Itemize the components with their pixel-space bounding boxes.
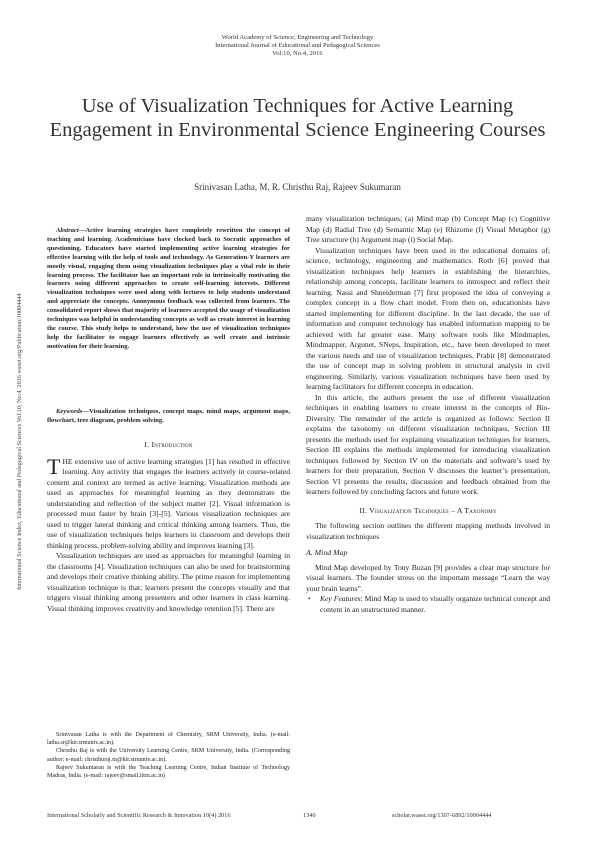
footer-left: International Scholarly and Scientific Research & Innovation 10(4) 2016 <box>47 812 231 819</box>
section-2-number: II. <box>359 505 367 515</box>
header-line-2: International Journal of Educational and Pedagogical Sciences <box>215 42 380 49</box>
section-1-number: I. <box>144 440 150 449</box>
footnote-2: Christhu Raj is with the University Learning Centre, SRM University, India. (Corresponding author: e-mail: christhuraj.m@ktr.srmuniv.ac.in). <box>47 748 290 763</box>
header-line-1: World Academy of Science, Engineering and Technology <box>221 34 374 41</box>
header-line-3: Vol:10, No:4, 2016 <box>272 50 323 57</box>
paper-title: Use of Visualization Techniques for Active Learning Engagement in Environmental Science Engineering Courses <box>49 95 546 141</box>
journal-header <box>0 34 595 58</box>
footnote-3: Rajeev Sukumaran is with the Teaching Learning Centre, Indian Institute of Technology Madras, India. (e-mail: rajeev@smail.iitm.ac.in) <box>47 764 290 780</box>
section-2-title: Visualization Techniques – A Taxonomy <box>369 505 497 515</box>
intro-paragraph-1-text: HE extensive use of active learning strategies [1] has resulted in effective learning. Any activity that engages the learners actively in course-related content and context are termed as active learning. Visualization methods are used as approaches for meaningful learning as they demonstrate the understanding and reflection of the subject matter [2]. Visual information is processed must faster by brain [3]-[5]. Various visualization techniques are used to trigger lateral thinking and critical thinking among learners. Thus, the use of visualization techniques helps learners in classroom and develops their thinking process, problem-solving ability and improves learning [3]. <box>47 456 290 550</box>
left-column <box>47 440 290 614</box>
abstract-label: Abstract <box>56 227 79 234</box>
side-index-label: International Science Index, Educational and Pedagogical Sciences Vol:10, No:4, 2016 waset.org/Publication/10004444 <box>16 293 23 590</box>
keywords <box>47 408 290 426</box>
right-paragraph-4: Mind Map developed by Tony Buzan [9] provides a clear map structure for visual learners. The founder stress on the important message “Learn the way your brain learns”. <box>306 562 550 593</box>
key-features-list <box>306 594 550 615</box>
intro-paragraph-2: Visualization techniques are used as approaches for meaningful learning in the classrooms [4]. Visualization techniques can also be used for brainstorming and develops their creative thinking ability. The prime reason for implementing visualization technique is that; learners present the concepts visually and that triggers visual thinking among presenters and other learners in class learning. Visual thinking improves creativity and knowledge retention [5]. There are <box>47 551 290 613</box>
right-paragraph-1: Visualization techniques have been used in the educational domains of; science, technology, engineering and mathematics. Roth [6] proved that visualization techniques help learners in establishing the hierarchies, relationship among concepts, facilitate learners to introspect and reflect their learning. Nassi and Shneiderman [7] first proposed the idea of conveying a complex concept in a flow chart model. From then on, educationists have started implementing for different discipline. In the last decade, the use of information and computer technology has enabled information mapping to be achieved with far greater ease. Many software tools like Mindmaples, Mindmapper, Argunet, SNeps, Inspiration, etc., have been developed to meet the various needs and use of visualization techniques. Prabir [8] demonstrated the use of concept map in solving problem in structural analysis in civil engineering. Similarly, various visualization techniques have been used by learning facilitators for different concepts in education. <box>306 245 550 391</box>
footnotes <box>47 731 290 780</box>
keywords-label: Keywords <box>56 408 83 415</box>
subsection-a-heading: A. Mind Map <box>306 548 348 557</box>
right-paragraph-0: many visualization techniques; (a) Mind map (b) Concept Map (c) Cognitive Map (d) Radial Tree (d) Semantic Map (e) Rhizome (f) Visual Metaphor (g) Tree structure (h) Argument map (i) Social Map. <box>306 214 550 244</box>
footer-right: scholar.waset.org/1307-6892/10004444 <box>392 812 492 819</box>
paper-authors: Srinivasan Latha, M. R. Christhu Raj, Rajeev Sukumaran <box>194 182 401 192</box>
right-column <box>306 214 550 615</box>
right-paragraph-3: The following section outlines the different mapping methods involved in visualization techniques <box>306 521 550 541</box>
dropcap: T <box>47 453 61 479</box>
list-item <box>320 594 550 615</box>
intro-paragraph-1 <box>47 453 290 552</box>
footer-page-number: 1340 <box>303 812 316 819</box>
section-2-heading <box>306 506 550 517</box>
abstract-text: —Active learning strategies have completely rewritten the concept of teaching and learning. Academicians have clocked back to Socratic approaches of questioning. Educators have started implementing active learning strategies for effective learning with the help of tools and technology. As Generation-Y learners are mostly visual, engaging them using visualization techniques play a vital role in their learning process. The facilitator has an important role in intrinsically motivating the learners using different approaches to create self-learning interests. Different visualization techniques were used along with lectures to help students understand and appreciate the concepts. Anonymous feedback was collected from learners. The consolidated report shows that majority of learners accepted the usage of visualization techniques was helpful in understanding concepts as well as create interest in learning the course. This study helps to understand, how the use of visualization techniques help the facilitator to engage learners effectively as well create and intrinsic motivation for their learning. <box>47 227 290 350</box>
footnote-1: Srinivasan Latha is with the Department of Chemistry, SRM University, India. (e-mail: latha.sr@ktr.srmuniv.ac.in). <box>47 732 290 747</box>
section-1-title: Introduction <box>151 440 193 449</box>
bullet-text: : Mind Map is used to visually organize technical concept and content in an unstructured manner. <box>320 594 551 614</box>
bullet-label: Key Features <box>320 594 361 603</box>
abstract <box>47 227 290 352</box>
keywords-text: —Visualization techniques, concept maps, mind maps, argument maps, flowchart, tree diagram, problem solving. <box>47 408 290 424</box>
section-1-heading <box>47 440 290 451</box>
side-index-text <box>14 200 26 600</box>
right-paragraph-2: In this article, the authors present the use of different visualization techniques in enabling learners to create interest in the concepts of Bio-Diversity. The remainder of the article is organized as follows: Section II explains the taxonomy on different visualization techniques, Section III presents the methods used for explaining visualization techniques for learners, Section III explains the methods implemented for introducing visualization techniques followed by Section IV on the materials and software’s used by learners for their preparation, Section V discusses the learner’s presentation, Section VI presents the results, discussion and feedback obtained from the learners followed by concluding factors and future work. <box>306 392 550 496</box>
